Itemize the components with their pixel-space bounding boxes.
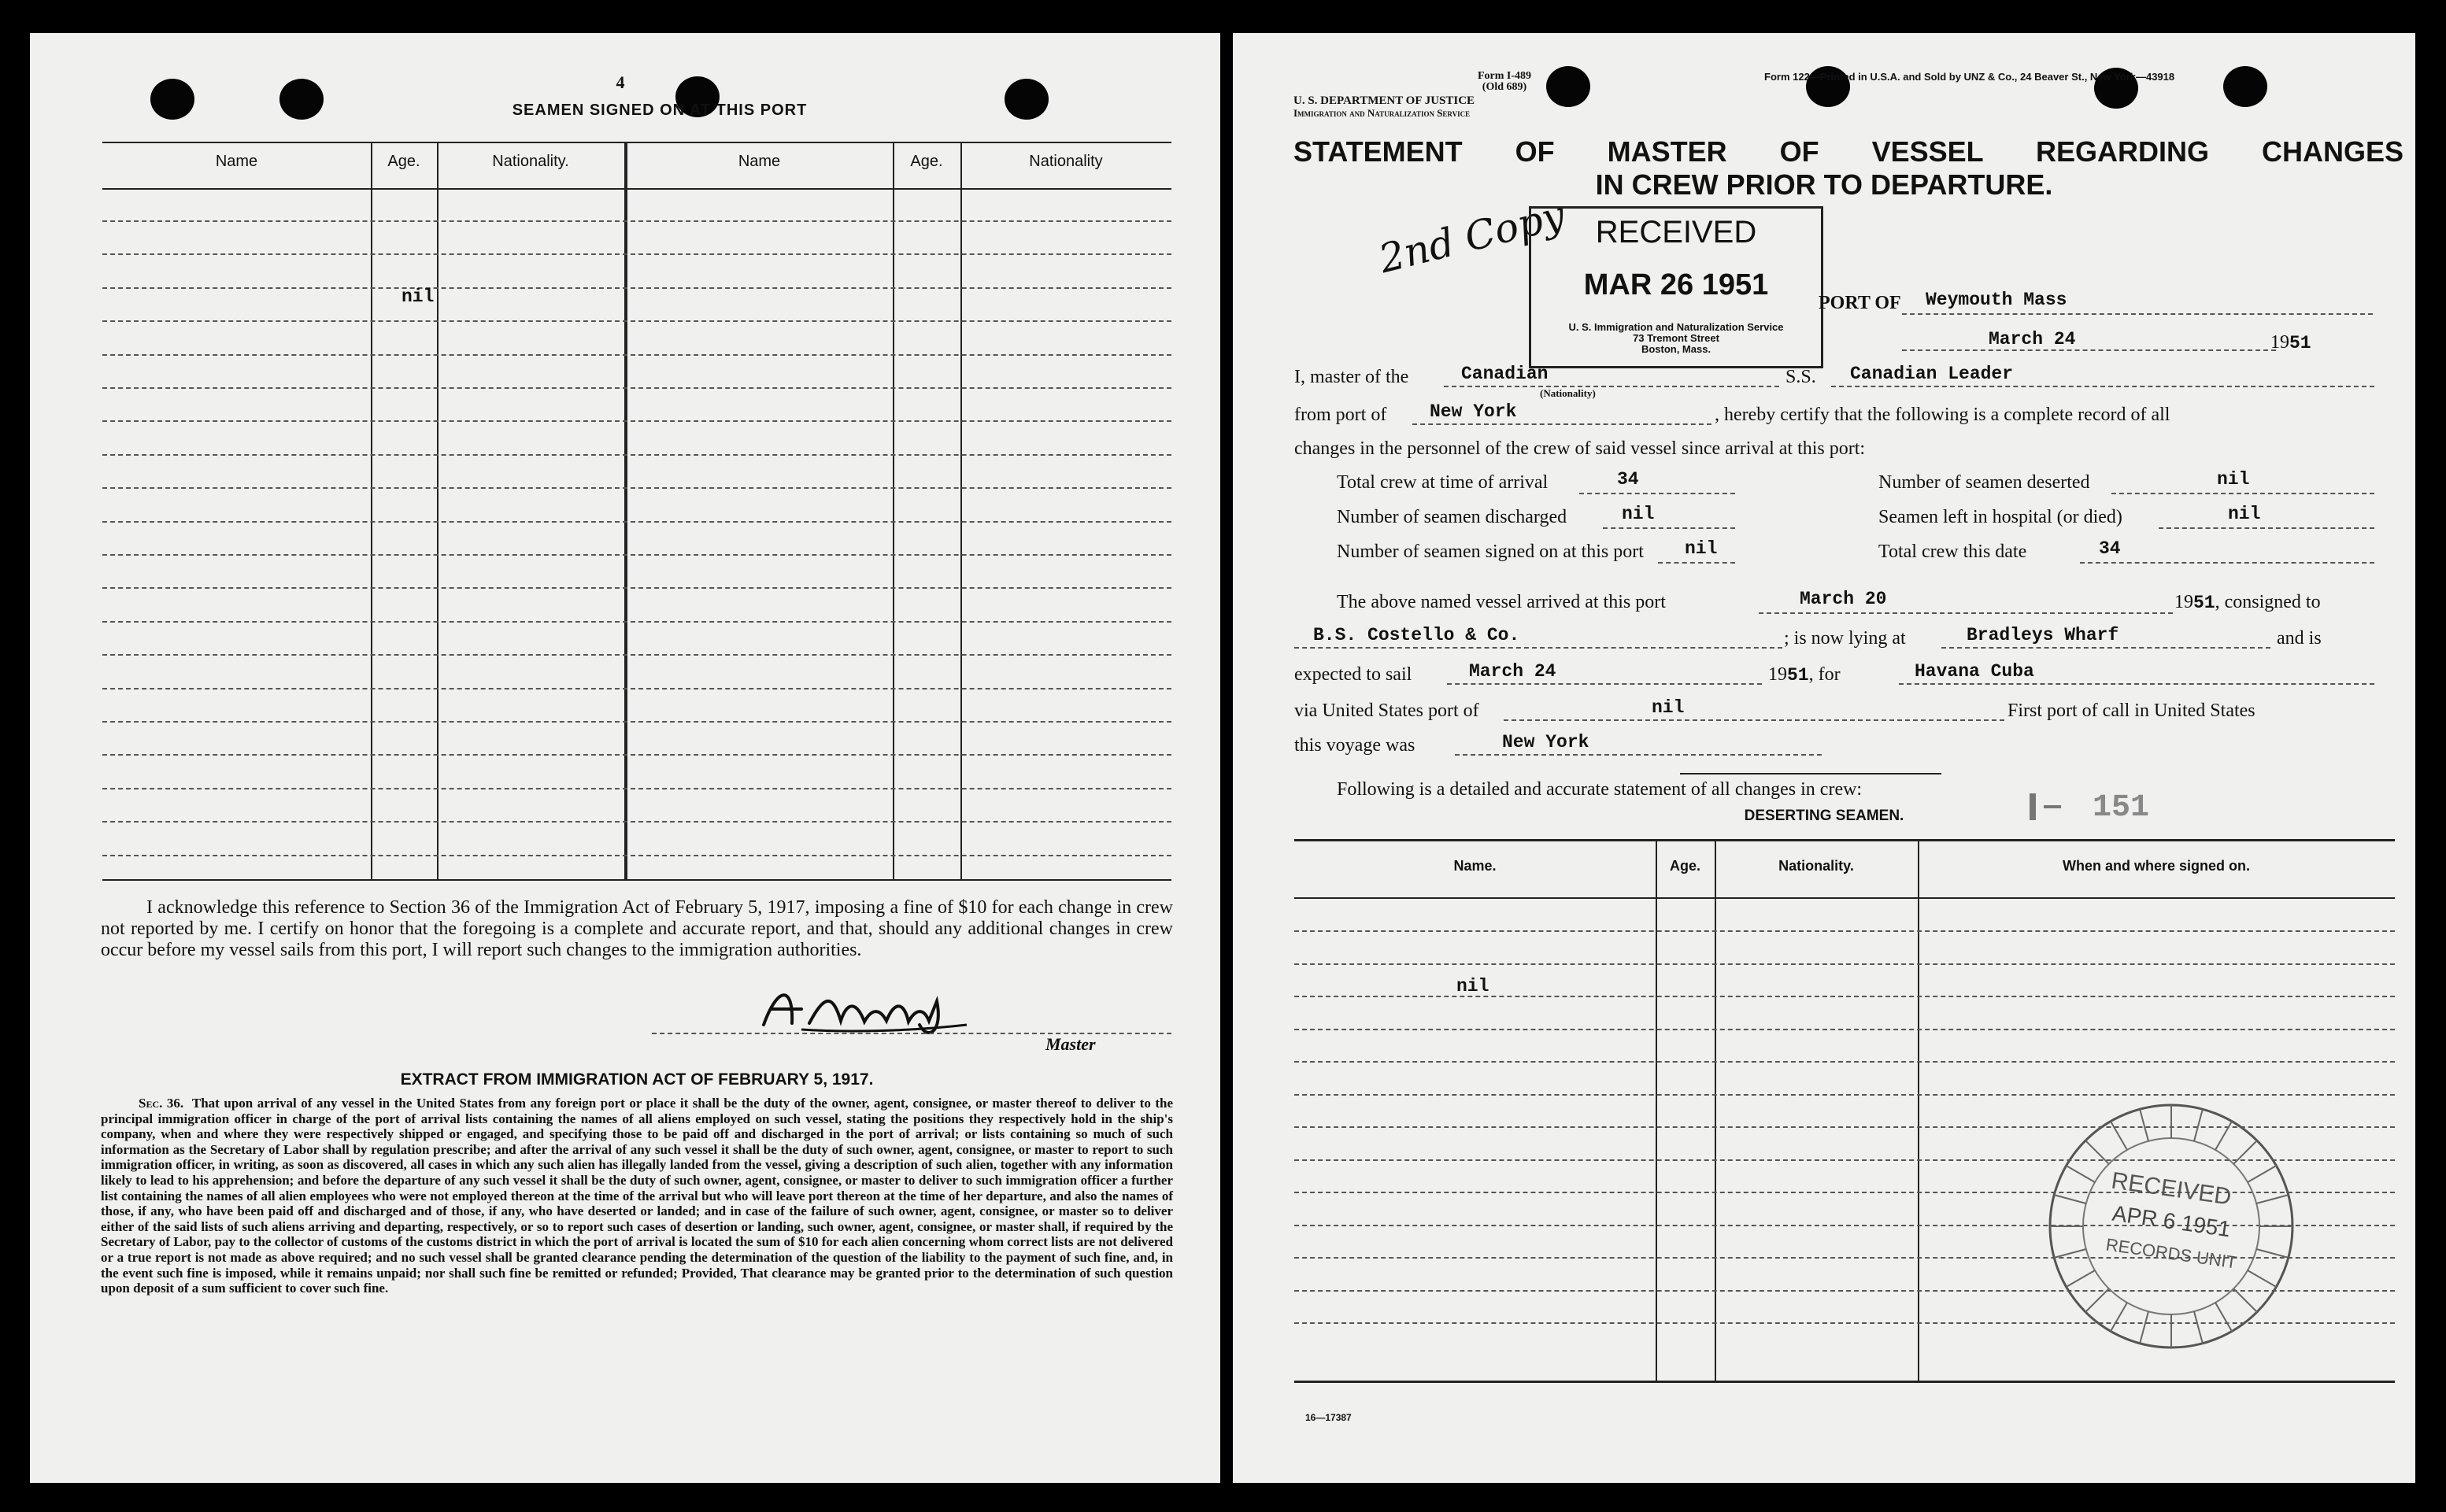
stamp-ring-divider <box>2140 1311 2148 1344</box>
destination-value: Havana Cuba <box>1915 661 2034 682</box>
table-top-rule <box>1294 839 2395 841</box>
fill-line <box>1759 612 2173 614</box>
changes-text: changes in the personnel of the crew of said vessel since arrival at this port: <box>1294 438 1866 459</box>
year-suffix: 51 <box>2289 333 2311 353</box>
table-row <box>102 821 1171 823</box>
file-number <box>2030 790 2149 826</box>
table-row <box>102 354 1171 356</box>
sail-year-prefix: 19 <box>1768 664 1787 685</box>
port-label: PORT OF <box>1819 293 1901 313</box>
file-number-value: 151 <box>2093 790 2150 826</box>
received-stamp-date: MAR 26 1951 <box>1583 268 1769 301</box>
from-port-value: New York <box>1430 401 1517 422</box>
right-page <box>1233 33 2415 1483</box>
column-header-age: Age. <box>910 153 943 170</box>
records-stamp-label: RECEIVED <box>2109 1167 2233 1211</box>
table-row <box>102 220 1171 222</box>
form-title-line1: STATEMENT OF MASTER OF VESSEL REGARDING CHANGES <box>1293 135 2403 168</box>
copy-notation: 2nd Copy <box>1375 191 1570 283</box>
stamp-ring-divider <box>2248 1166 2276 1182</box>
date-value: March 24 <box>1989 329 2076 349</box>
sail-year-suffix: 51 <box>1787 665 1809 686</box>
column-divider <box>1715 839 1716 1381</box>
table-row <box>1294 930 2395 932</box>
column-header-nationality: Nationality <box>1029 153 1103 170</box>
table-row <box>1294 1029 2395 1030</box>
hospital-value: nil <box>2228 504 2261 524</box>
form-title-line2: IN CREW PRIOR TO DEPARTURE. <box>1595 168 2053 201</box>
stamp-ring-divider <box>2215 1122 2232 1150</box>
extract-section-text <box>101 1096 1173 1296</box>
form-old-number: (Old 689) <box>1482 81 1527 93</box>
table-row <box>102 654 1171 656</box>
received-stamp <box>1529 206 1823 368</box>
nationality-value: Canadian <box>1461 364 1549 384</box>
table-row <box>102 855 1171 856</box>
master-of-label: I, master of the <box>1294 367 1409 387</box>
arrived-year <box>2174 592 2321 613</box>
master-signature <box>754 978 990 1041</box>
arrived-value: March 20 <box>1800 589 1887 609</box>
date-year <box>2270 332 2311 353</box>
consignee-value: B.S. Costello & Co. <box>1313 625 1520 645</box>
received-stamp-office <box>1531 322 1821 355</box>
stamp-ring-divider <box>2067 1270 2095 1287</box>
fill-line <box>1658 562 1735 564</box>
table-row <box>102 521 1171 523</box>
column-divider <box>371 142 372 879</box>
voyage-value: New York <box>1502 732 1589 752</box>
stamp-ring-divider <box>2085 1140 2109 1164</box>
agency-block <box>1293 94 1475 120</box>
received-stamp-label: RECEIVED <box>1595 215 1757 250</box>
stamp-ring-divider <box>2085 1288 2109 1312</box>
table-row <box>1294 963 2395 965</box>
first-port-label: First port of call in United States <box>2007 701 2255 721</box>
column-header-nationality: Nationality. <box>1778 858 1854 874</box>
stamp-ring-divider <box>2233 1288 2257 1312</box>
department-name: U. S. DEPARTMENT OF JUSTICE <box>1293 94 1475 107</box>
stamp-address-street: 73 Tremont Street <box>1633 332 1719 344</box>
table-row <box>102 587 1171 589</box>
fill-line <box>2111 493 2374 494</box>
column-header-nationality: Nationality. <box>492 153 569 170</box>
stamp-ring-divider <box>2194 1109 2203 1141</box>
table-bottom-rule <box>1294 1381 2395 1383</box>
via-label: via United States port of <box>1294 701 1479 721</box>
stamp-ring-divider <box>2194 1311 2203 1344</box>
table-row <box>102 754 1171 756</box>
stamp-address-city: Boston, Mass. <box>1641 343 1711 355</box>
fill-line <box>1899 683 2374 685</box>
stamp-ring-divider <box>2111 1122 2127 1150</box>
printer-line: Form 122—Printed in U.S.A. and Sold by UNZ & Co., 24 Beaver St., New York—43918 <box>1764 71 2175 83</box>
column-divider <box>1918 839 1919 1381</box>
left-page <box>30 33 1220 1483</box>
fill-line <box>1504 719 2004 721</box>
signed-on-value: nil <box>1685 538 1718 559</box>
table-row <box>102 487 1171 489</box>
for-label: , for <box>1808 664 1841 685</box>
column-divider <box>1656 839 1657 1381</box>
fill-line <box>1294 647 1782 649</box>
and-is-label: and is <box>2277 628 2322 649</box>
nationality-caption: (Nationality) <box>1540 387 1596 399</box>
vessel-name: Canadian Leader <box>1850 364 2014 384</box>
deserted-value: nil <box>2217 469 2250 490</box>
acknowledgement-text: I acknowledge this reference to Section 36 of the Immigration Act of February 5, 1917, imposing a fine of $10 for each change in crew not reported by me. I certify on honor that the foregoing is a complete and accurate report, and that, should any additional changes in crew occur before my vessel sails from this port, I will report such changes to the immigration authorities. <box>101 897 1173 960</box>
signature-role: Master <box>1045 1034 1096 1054</box>
fill-line <box>1941 647 2270 649</box>
column-header-name: Name <box>738 153 781 170</box>
table-row <box>102 454 1171 456</box>
fill-line <box>2159 527 2374 529</box>
stamp-office-name: U. S. Immigration and Naturalization Service <box>1568 321 1784 333</box>
fill-line <box>1831 386 2374 387</box>
table-row <box>102 320 1171 322</box>
discharged-value: nil <box>1622 504 1655 524</box>
from-port-label: from port of <box>1294 405 1387 425</box>
arrived-label: The above named vessel arrived at this port <box>1337 592 1666 612</box>
signed-on-label: Number of seamen signed on at this port <box>1337 542 1644 562</box>
discharged-label: Number of seamen discharged <box>1337 507 1567 527</box>
records-stamp-date: APR 6 1951 <box>2111 1200 2232 1242</box>
crew-arrival-value: 34 <box>1617 469 1639 490</box>
records-unit-stamp <box>2045 1100 2297 1352</box>
table-row <box>102 788 1171 789</box>
table-row <box>1294 1094 2395 1096</box>
column-header-age: Age. <box>1669 858 1700 874</box>
total-crew-value: 34 <box>2099 538 2121 559</box>
fill-line <box>1444 386 1779 387</box>
section-label: Sec. 36. <box>139 1096 184 1111</box>
divider-rule <box>1680 773 1941 774</box>
fill-line <box>1447 683 1762 685</box>
table-row <box>102 621 1171 623</box>
fill-line <box>1579 493 1735 494</box>
column-divider <box>624 142 627 879</box>
fill-line <box>2080 562 2374 564</box>
hospital-label: Seamen left in hospital (or died) <box>1878 507 2122 527</box>
file-number-dash <box>2044 805 2061 808</box>
column-header-name: Name. <box>1453 858 1497 874</box>
via-value: nil <box>1652 697 1685 718</box>
column-divider <box>437 142 439 879</box>
column-header-age: Age. <box>387 153 420 170</box>
year-prefix: 19 <box>2270 332 2289 353</box>
records-stamp-unit: RECORDS UNIT <box>2104 1234 2238 1273</box>
extract-heading: EXTRACT FROM IMMIGRATION ACT OF FEBRUARY 5, 1917. <box>400 1070 874 1089</box>
section-heading: SEAMEN SIGNED ON AT THIS PORT <box>512 102 808 119</box>
arrived-year-prefix: 19 <box>2174 592 2193 612</box>
table-row <box>102 554 1171 556</box>
column-divider <box>960 142 962 879</box>
column-header-when-where: When and where signed on. <box>2062 858 2251 874</box>
footer-code: 16—17387 <box>1305 1412 1352 1423</box>
port-value: Weymouth Mass <box>1926 290 2067 310</box>
lying-label: ; is now lying at <box>1784 628 1906 649</box>
section-body: That upon arrival of any vessel in the United States from any foreign port or place it shall be the duty of the owner, agent, consignee, or master thereof to deliver to the principal immigration officer in charge of the port of arrival lists containing the names of all aliens employed on such vessel, stating the positions they respectively hold in the ship's company, when and where they were respectively shipped or engaged, and specifying those to be paid off and discharged in the port of arrival; or lists containing so much of such information as the Secretary of Labor shall by regulation prescribe; and after the arrival of any such vessel it shall be the duty of such owner, agent, consignee, or master to report to such immigration officer, in writing, as soon as discovered, all cases in which any such alien has illegally landed from the vessel, giving a description of such alien, together with any information likely to lead to his apprehension; and before the departure of any such vessel it shall be the duty of such owner, agent, consignee, or master to deliver to such immigration officer a further list containing the names of all alien employees who were not employed thereon at the time of the arrival but who will leave port thereon at the time of her departure, and also the names of those, if any, who have been paid off and discharged and of those, if any, who have deserted or landed; and in case of the failure of such owner, agent, consignee, or master so to deliver either of the said lists of such aliens arriving and departing, respectively, or so to report such cases of desertion or landing, such owner, agent, consignee, or master shall, if required by the Secretary of Labor, pay to the collector of customs of the customs district in which the port of arrival is located the sum of $10 for each alien concerning whom correct lists are not delivered or a true report is not made as above required; and no such vessel shall be granted clearance pending the determination of the question of the liability to the payment of such fine, and, in the event such fine is imposed, while it remains unpaid; nor shall such fine be remitted or refunded; Provided, That clearance may be granted prior to the determination of such question upon deposit of a sum sufficient to cover such fine. <box>101 1096 1173 1296</box>
table-header-rule <box>102 188 1171 190</box>
table-row <box>102 287 1171 289</box>
file-number-mark <box>2030 793 2036 820</box>
table-row <box>102 721 1171 723</box>
fill-line <box>1412 423 1711 425</box>
consigned-label: , consigned to <box>2215 592 2321 612</box>
voyage-label: this voyage was <box>1294 735 1415 756</box>
punch-hole <box>2223 66 2267 107</box>
table-row <box>102 688 1171 689</box>
total-crew-label: Total crew this date <box>1878 542 2027 562</box>
page-number: 4 <box>616 72 625 92</box>
service-name: Immigration and Naturalization Service <box>1293 107 1471 119</box>
certify-text: , hereby certify that the following is a complete record of all <box>1715 405 2170 425</box>
fill-line <box>1902 313 2373 315</box>
table-row <box>102 253 1171 255</box>
form-number: Form I-489 <box>1477 70 1532 82</box>
sail-value: March 24 <box>1469 661 1556 682</box>
table-row <box>102 420 1171 422</box>
table-header-rule <box>1294 897 2395 899</box>
deserting-heading: DESERTING SEAMEN. <box>1744 808 1904 824</box>
stamp-ring-divider <box>2215 1303 2232 1331</box>
table-top-rule <box>102 142 1171 143</box>
arrived-year-suffix: 51 <box>2193 593 2215 613</box>
stamp-ring-divider <box>2111 1303 2127 1331</box>
table-row <box>1294 1061 2395 1063</box>
column-divider <box>893 142 894 879</box>
table-row <box>102 387 1171 389</box>
lying-value: Bradleys Wharf <box>1967 625 2119 645</box>
following-text: Following is a detailed and accurate statement of all changes in crew: <box>1337 779 1863 800</box>
nil-entry: nil <box>1456 976 1489 996</box>
nil-entry: nil <box>401 287 435 307</box>
fill-line <box>1603 527 1735 529</box>
deserted-label: Number of seamen deserted <box>1878 472 2090 493</box>
stamp-ring-divider <box>2233 1140 2257 1164</box>
sail-label: expected to sail <box>1294 664 1412 685</box>
sail-year <box>1768 664 1841 686</box>
crew-arrival-label: Total crew at time of arrival <box>1337 472 1549 493</box>
form-header <box>1386 71 1623 93</box>
column-header-name: Name <box>215 153 258 170</box>
fill-line <box>1455 754 1822 756</box>
ss-label: S.S. <box>1785 367 1816 387</box>
stamp-ring-divider <box>2140 1109 2148 1141</box>
fill-line <box>1902 349 2276 351</box>
table-bottom-rule <box>102 879 1171 881</box>
